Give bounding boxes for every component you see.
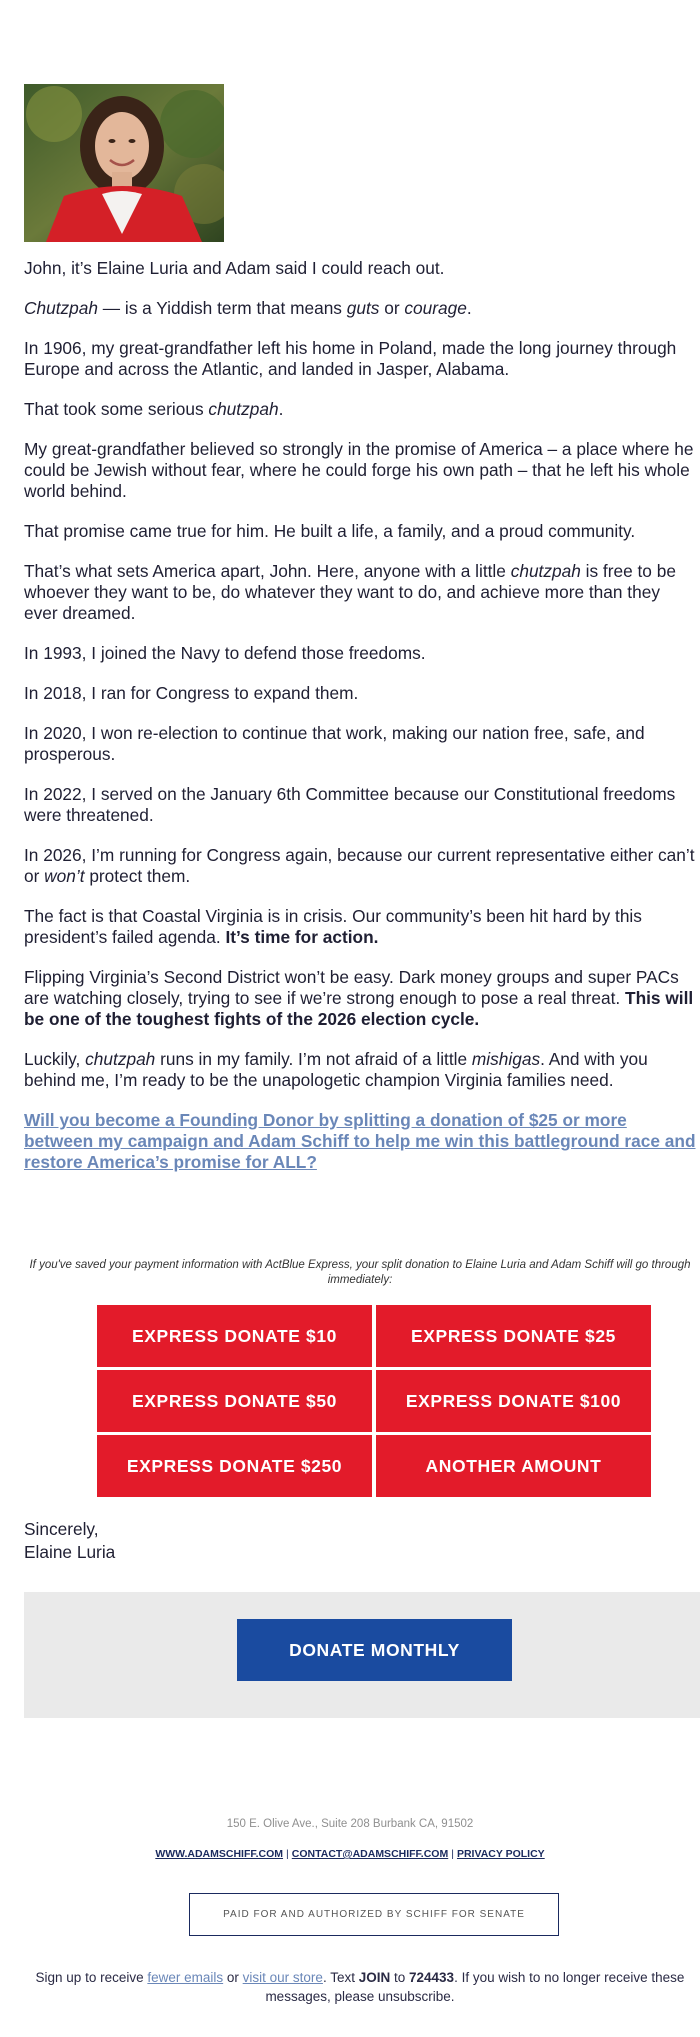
express-donate-10-button[interactable]: EXPRESS DONATE $10 — [97, 1305, 372, 1367]
founding-donor-link[interactable]: Will you become a Founding Donor by splitting a donation of $25 or more between my campaign and Adam Schiff to help me win this battleground race and restore America’s promise for ALL? — [24, 1110, 696, 1172]
paragraph-promise: That promise came true for him. He built a life, a family, and a proud community. — [24, 521, 636, 541]
paragraph-chutzpah: Chutzpah — is a Yiddish term that means guts or courage. — [24, 298, 472, 318]
paid-for-disclaimer: PAID FOR AND AUTHORIZED BY SCHIFF FOR SENATE — [189, 1893, 559, 1936]
privacy-policy-link[interactable]: PRIVACY POLICY — [456, 1848, 545, 1860]
express-donate-50-button[interactable]: EXPRESS DONATE $50 — [97, 1370, 372, 1432]
signup-footer: Sign up to receive fewer emails or visit our store. Text JOIN to 724433. If you wish to no longer receive these messages, please unsubscribe. — [35, 1970, 685, 2004]
paragraph-2022: In 2022, I served on the January 6th Committee because our Constitutional freedoms were threatened. — [24, 784, 676, 825]
paragraph-flip: Flipping Virginia’s Second District won’t be easy. Dark money groups and super PACs are watching closely, trying to see if we’re strong enough to pose a real threat. This will be one of the toughest fights of the 2026 election cycle. — [24, 967, 694, 1029]
greeting: John, it’s Elaine Luria and Adam said I could reach out. — [24, 258, 445, 278]
paragraph-apart: That’s what sets America apart, John. Here, anyone with a little chutzpah is free to be whoever they want to be, do whatever they want to do, and achieve more than they ever dreamed. — [24, 561, 676, 623]
website-link[interactable]: WWW.ADAMSCHIFF.COM — [155, 1848, 284, 1860]
contact-email-link[interactable]: CONTACT@ADAMSCHIFF.COM — [291, 1848, 449, 1860]
paragraph-1906: In 1906, my great-grandfather left his home in Poland, made the long journey through Europe and across the Atlantic, and landed in Jasper, Alabama. — [24, 338, 677, 379]
link-separator: | — [451, 1848, 454, 1860]
paragraph-2018: In 2018, I ran for Congress to expand them. — [24, 683, 359, 703]
signoff — [24, 1518, 115, 1564]
fewer-emails-link[interactable]: fewer emails — [147, 1970, 224, 1985]
paragraph-1993: In 1993, I joined the Navy to defend those freedoms. — [24, 643, 426, 663]
signoff-name: Elaine Luria — [24, 1542, 116, 1562]
visit-store-link[interactable]: visit our store — [242, 1970, 323, 1985]
another-amount-button[interactable]: ANOTHER AMOUNT — [376, 1435, 651, 1497]
express-donate-100-button[interactable]: EXPRESS DONATE $100 — [376, 1370, 651, 1432]
portrait-image — [24, 84, 224, 242]
donate-monthly-button[interactable]: DONATE MONTHLY — [237, 1619, 512, 1681]
monthly-donate-band — [24, 1592, 700, 1718]
paragraph-took: That took some serious chutzpah. — [24, 399, 284, 419]
signoff-closing: Sincerely, — [24, 1519, 99, 1539]
letter-text — [24, 258, 700, 1173]
paragraph-2020: In 2020, I won re-election to continue that work, making our nation free, safe, and prosperous. — [24, 723, 645, 764]
express-donate-25-button[interactable]: EXPRESS DONATE $25 — [376, 1305, 651, 1367]
paragraph-believed: My great-grandfather believed so strongly in the promise of America – a place where he could be Jewish without fear, where he could forge his own path – that he left his whole world behind. — [24, 439, 694, 501]
footer-links — [0, 1848, 700, 1860]
express-donate-250-button[interactable]: EXPRESS DONATE $250 — [97, 1435, 372, 1497]
paragraph-luckily: Luckily, chutzpah runs in my family. I’m not afraid of a little mishigas. And with you behind me, I’m ready to be the unapologetic champion Virginia families need. — [24, 1049, 648, 1090]
candidate-photo — [24, 84, 224, 242]
link-separator: | — [286, 1848, 289, 1860]
mailing-address: 150 E. Olive Ave., Suite 208 Burbank CA, 91502 — [226, 1818, 474, 1830]
actblue-fine-print: If you've saved your payment information with ActBlue Express, your split donation to Elaine Luria and Adam Schiff will go through immediately: — [29, 1259, 691, 1286]
paragraph-crisis: The fact is that Coastal Virginia is in crisis. Our community’s been hit hard by this president’s failed agenda. It’s time for action. — [24, 906, 642, 947]
paragraph-2026: In 2026, I’m running for Congress again, because our current representative either can’t or won’t protect them. — [24, 845, 695, 886]
donate-button-grid — [97, 1305, 653, 1497]
